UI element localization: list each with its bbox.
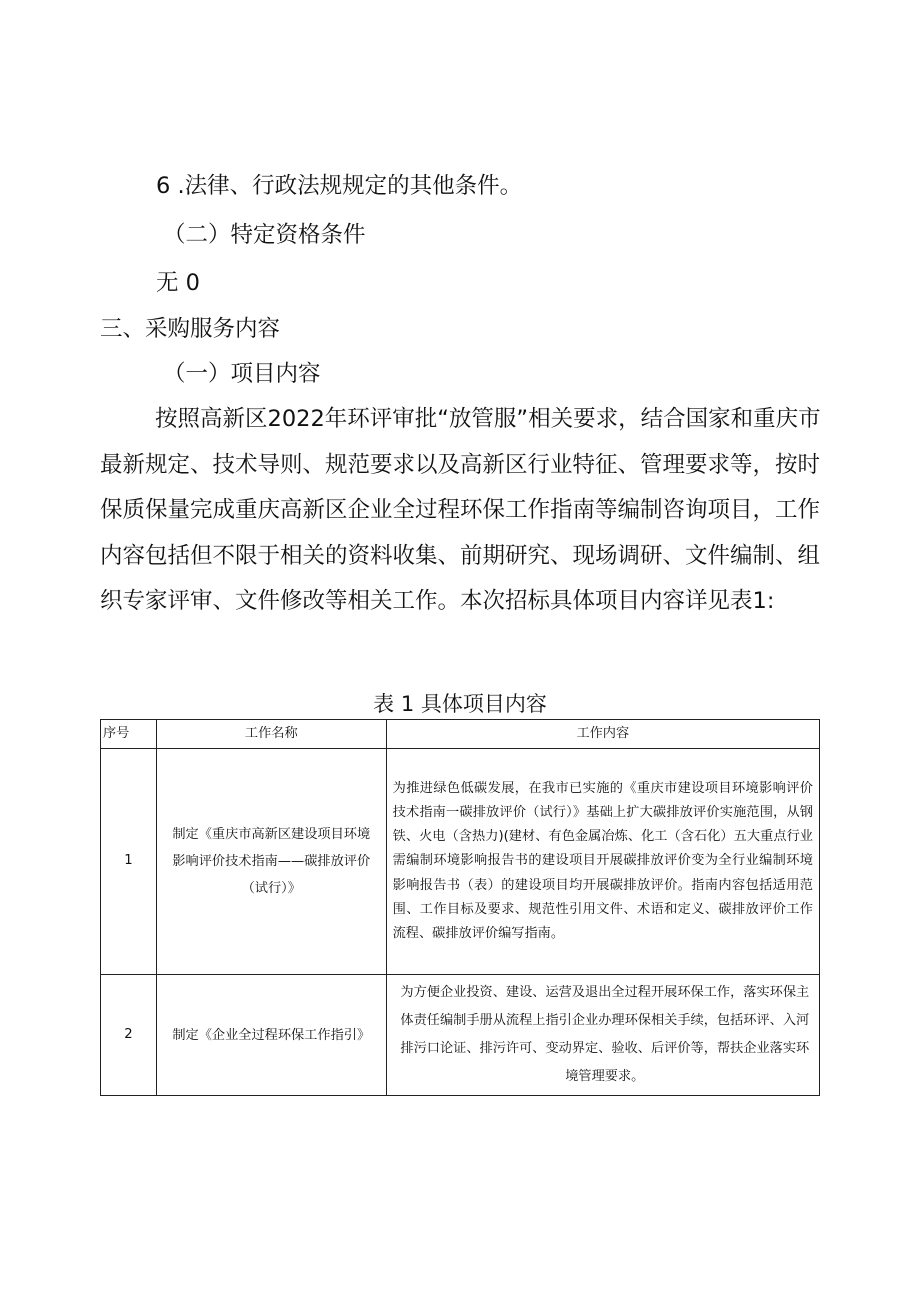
project-paragraph (100, 397, 825, 625)
row-content: 为推进绿色低碳发展，在我市已实施的《重庆市建设项目环境影响评价技术指南一碳排放评价（试行）》基础上扩大碳排放评价实施范围，从钢铁、火电（含热力)(建材、有色金属冶炼、化工（含石化）五大重点行业需编制环境影响报告书的建设项目开展碳排放评价变为全行业编制环境影响报告书（表）的建设项目均开展碳排放评价。指南内容包括适用范围、工作目标及要求、规范性引用文件、术语和定义、碳排放评价工作流程、碳排放评价编写指南。 (386, 749, 819, 975)
table-row (101, 975, 820, 1096)
header-name: 工作名称 (156, 720, 386, 749)
project-table (100, 719, 820, 1096)
row-name: 制定《企业全过程环保工作指引》 (156, 975, 386, 1096)
special-qualification-heading: （二）特定资格条件 (163, 222, 366, 248)
project-content-heading: （一）项目内容 (163, 361, 321, 387)
row-number: 2 (101, 975, 157, 1096)
row-number: 1 (101, 749, 157, 975)
table-row (101, 749, 820, 975)
item6-line: 6 .法律、行政法规规定的其他条件。 (156, 173, 523, 199)
table-header-row (101, 720, 820, 749)
project-paragraph-text: 按照高新区2022年环评审批“放管服”相关要求，结合国家和重庆市最新规定、技术导则、规范要求以及高新区行业特征、管理要求等，按时保质保量完成重庆高新区企业全过程环保工作指南等编制咨询项目，工作内容包括但不限于相关的资料收集、前期研究、现场调研、文件编制、组织专家评审、文件修改等相关工作。本次招标具体项目内容详见表1: (100, 406, 821, 615)
header-seq: 序号 (101, 720, 157, 749)
header-content: 工作内容 (386, 720, 819, 749)
row-content: 为方便企业投资、建设、运营及退出全过程开展环保工作，落实环保主体责任编制手册从流程上指引企业办理环保相关手续，包括环评、入河排污口论证、排污许可、变动界定、验收、后评价等，帮扶企业落实环境管理要求。 (386, 975, 819, 1096)
none-line: 无 0 (156, 270, 200, 296)
row-name: 制定《重庆市高新区建设项目环境影响评价技术指南——碳排放评价（试行）》 (156, 749, 386, 975)
section3-heading: 三、采购服务内容 (100, 316, 281, 342)
table-caption: 表 1 具体项目内容 (373, 692, 547, 716)
